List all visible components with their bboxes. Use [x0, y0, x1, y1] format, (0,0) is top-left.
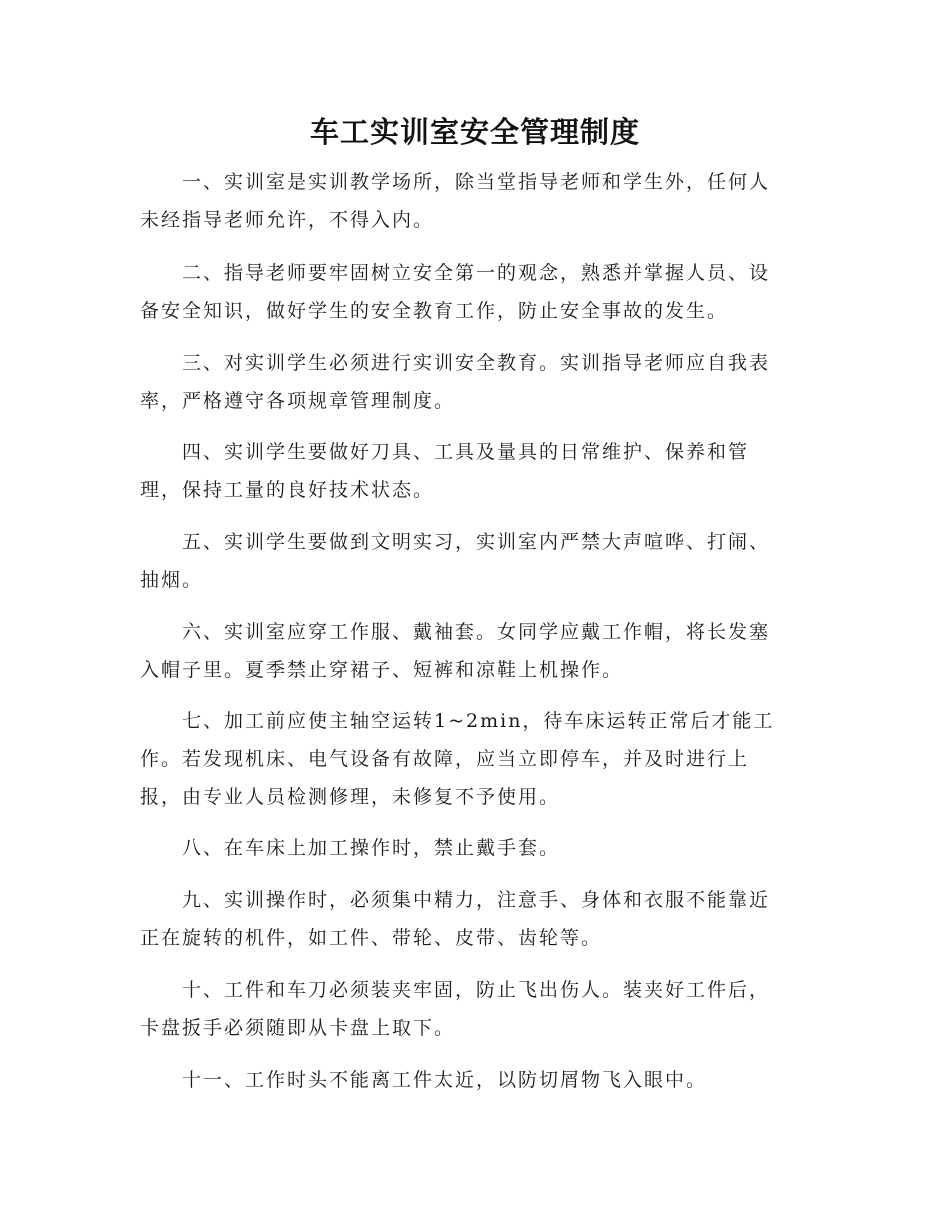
paragraph-line: 六、实训室应穿工作服、戴袖套。女同学应戴工作帽，将长发塞 — [140, 621, 771, 643]
paragraph-line: 入帽子里。夏季禁止穿裙子、短裤和凉鞋上机操作。 — [140, 659, 624, 681]
paragraph-line: 备安全知识，做好学生的安全教育工作，防止安全事故的发生。 — [140, 300, 729, 322]
rule-paragraph-5 — [140, 523, 808, 599]
paragraph-line: 卡盘扳手必须随即从卡盘上取下。 — [140, 1017, 456, 1039]
paragraph-line: 九、实训操作时，必须集中精力，注意手、身体和衣服不能靠近 — [140, 889, 771, 911]
paragraph-line: 未经指导老师允许，不得入内。 — [140, 209, 435, 231]
paragraph-line: 报，由专业人员检测修理，未修复不予使用。 — [140, 786, 561, 808]
rule-paragraph-7 — [140, 702, 808, 816]
paragraph-line: 十一、工作时头不能离工件太近，以防切屑物飞入眼中。 — [140, 1069, 708, 1091]
paragraph-line: 三、对实训学生必须进行实训安全教育。实训指导老师应自我表 — [140, 352, 771, 374]
paragraph-line: 四、实训学生要做好刀具、工具及量具的日常维护、保养和管 — [140, 441, 750, 463]
paragraph-line: 七、加工前应使主轴空运转1~2min，待车床运转正常后才能工 — [140, 710, 775, 732]
rule-paragraph-6 — [140, 613, 808, 689]
paragraph-line: 抽烟。 — [140, 569, 204, 591]
paragraph-line: 十、工件和车刀必须装夹牢固，防止飞出伤人。装夹好工件后， — [140, 979, 771, 1001]
rule-paragraph-1 — [140, 163, 808, 239]
paragraph-line: 正在旋转的机件，如工件、带轮、皮带、齿轮等。 — [140, 927, 603, 949]
paragraph-line: 八、在车床上加工操作时，禁止戴手套。 — [140, 837, 561, 859]
paragraph-line: 理，保持工量的良好技术状态。 — [140, 479, 435, 501]
paragraph-line: 一、实训室是实训教学场所，除当堂指导老师和学生外，任何人 — [140, 171, 771, 193]
rule-paragraph-3 — [140, 344, 808, 420]
rule-paragraph-11 — [140, 1061, 808, 1099]
document-title: 车工实训室安全管理制度 — [309, 115, 640, 149]
paragraph-line: 率，严格遵守各项规章管理制度。 — [140, 390, 456, 412]
rule-paragraph-8 — [140, 829, 808, 867]
rule-paragraph-4 — [140, 433, 808, 509]
paragraph-line: 二、指导老师要牢固树立安全第一的观念，熟悉并掌握人员、设 — [140, 262, 771, 284]
paragraph-line: 五、实训学生要做到文明实习，实训室内严禁大声喧哗、打闹、 — [140, 531, 771, 553]
rule-paragraph-10 — [140, 971, 808, 1047]
rule-paragraph-2 — [140, 254, 808, 330]
paragraph-line: 作。若发现机床、电气设备有故障，应当立即停车，并及时进行上 — [140, 748, 750, 770]
rule-paragraph-9 — [140, 881, 808, 957]
